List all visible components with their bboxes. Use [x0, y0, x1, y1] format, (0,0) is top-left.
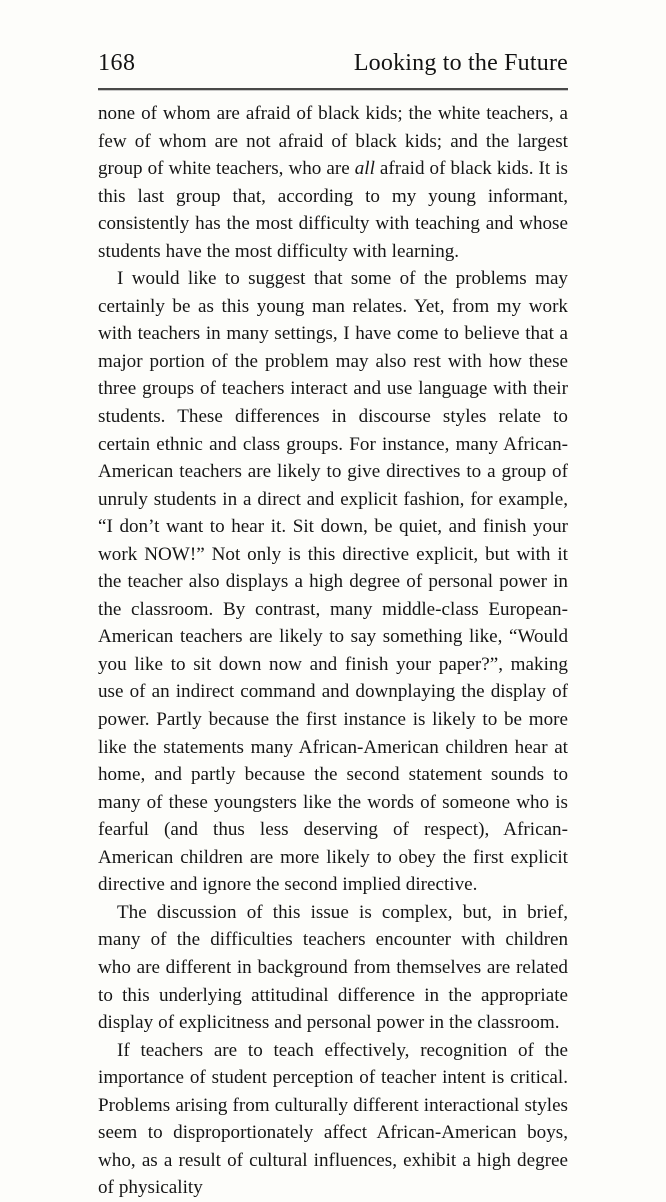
page-header: [98, 50, 568, 77]
page-number: 168: [98, 50, 136, 76]
paragraph-text: afraid of black kids. It is this last group that, according to my young informant, consistently has the most difficulty with teaching and whose students have the most difficulty with learning.: [98, 158, 568, 262]
paragraph-text: I would like to suggest that some of the problems may certainly be as this young man relates. Yet, from my work with teachers in many settings, I have come to believe that a major portion of the problem may also rest with how these three groups of teachers interact and use language with their students. These differences in discourse styles relate to certain ethnic and class groups. For instance, many African-American teachers are likely to give directives to a group of unruly students in a direct and explicit fashion, for example, “I don’t want to hear it. Sit down, be quiet, and finish your work NOW!” Not only is this directive explicit, but with it the teacher also displays a high degree of personal power in the classroom. By contrast, many middle-class European-American teachers are likely to say something like, “Would you like to sit down now and finish your paper?”, making use of an indirect command and downplaying the display of power. Partly because the first instance is likely to be more like the statements many African-American children hear at home, and partly because the second statement sounds to many of these youngsters like the words of someone who is fearful (and thus less deserving of respect), African-American children are more likely to obey the first explicit directive and ignore the second implied directive.: [98, 268, 568, 896]
paragraph-text: none of whom are afraid of black kids; the white teachers, a few of whom are not afraid of black kids; and the largest group of white teachers, who are: [98, 103, 568, 180]
running-head-title: Looking to the Future: [353, 50, 568, 76]
body-paragraph: [98, 1037, 568, 1202]
body-paragraph: [98, 899, 568, 1037]
emphasis-text: all: [354, 158, 375, 180]
header-divider-rule: [98, 88, 568, 90]
paragraph-text: The discussion of this issue is complex, but, in brief, many of the difficulties teachers encounter with children who are different in background from themselves are related to this underlying attitudinal difference in the appropriate display of explicitness and personal power in the classroom.: [98, 901, 568, 1034]
body-text-column: [98, 100, 568, 1202]
body-paragraph: [98, 100, 568, 265]
body-paragraph: [98, 265, 568, 899]
paragraph-text: If teachers are to teach effectively, recognition of the importance of student perception of teacher intent is critical. Problems arising from culturally different interactional styles seem to disproportionately affect African-American boys, who, as a result of cultural influences, exhibit a high degree of physicality: [98, 1039, 568, 1199]
